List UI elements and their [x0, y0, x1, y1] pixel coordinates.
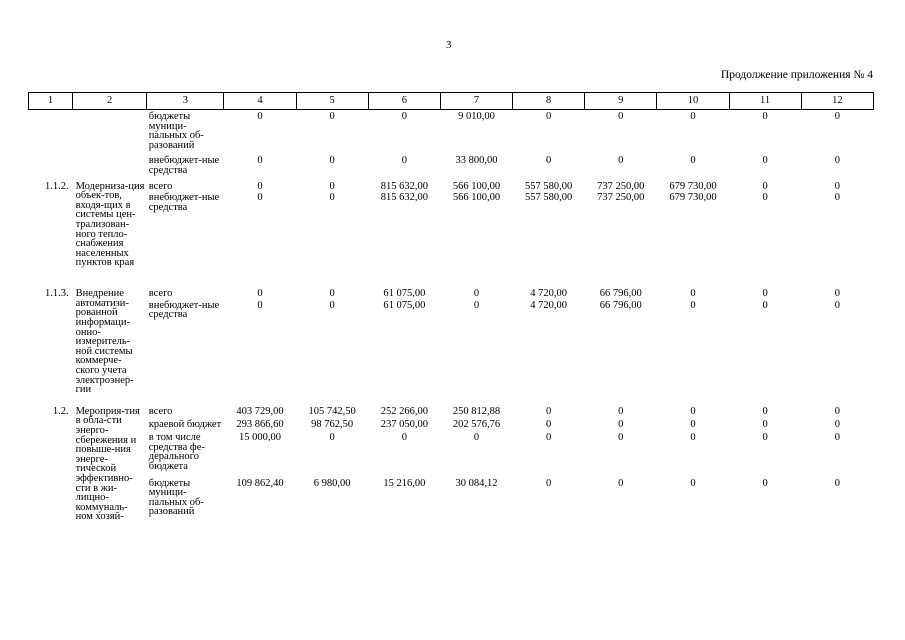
row-value: 30 084,12 [455, 477, 498, 489]
row-value: 0 [329, 192, 335, 204]
row-value: 679 730,00 [669, 180, 717, 192]
row-value: 0 [401, 111, 407, 122]
row-value: 557 580,00 [525, 180, 573, 192]
row-code [29, 150, 73, 175]
row-value: 737 250,00 [597, 180, 645, 192]
row-source: бюджеты муници-пальных об-разований [148, 477, 204, 518]
column-header: 1 [29, 93, 73, 110]
row-value: 0 [473, 288, 480, 300]
row-value: 4 720,00 [530, 288, 568, 300]
row-code: 1.1.2. [44, 180, 69, 192]
row-value: 0 [257, 180, 263, 192]
continuation-label: Продолжение приложения № 4 [720, 69, 873, 81]
row-value: 566 100,00 [452, 192, 501, 204]
table-row [29, 191, 874, 283]
row-value: 0 [762, 180, 768, 192]
row-value: 0 [762, 432, 768, 444]
row-value: 15 216,00 [383, 477, 426, 489]
row-value: 66 796,00 [599, 299, 642, 311]
row-name: Модерниза-ция объек-тов, входя-щих в системы цен-трализован-ного тепло-снабжения населенных пунктов края [75, 180, 145, 269]
row-value: 0 [329, 432, 335, 444]
row-value: 250 812,88 [452, 405, 501, 417]
row-source: в том числе средства фе-дерального бюджета [148, 432, 205, 473]
table-row [29, 176, 874, 192]
row-value: 0 [473, 432, 480, 444]
row-source: всего [148, 288, 173, 300]
row-value: 0 [834, 477, 840, 489]
page-number: 3 [446, 39, 452, 51]
row-value: 0 [329, 299, 335, 311]
row-value: 815 632,00 [380, 192, 428, 204]
header-row [29, 93, 874, 110]
row-value: 4 720,00 [530, 299, 568, 311]
row-value: 0 [618, 419, 624, 431]
row-code: 1.2. [52, 405, 69, 417]
column-header: 10 [657, 93, 729, 110]
row-value: 0 [834, 180, 840, 192]
row-value: 0 [546, 477, 552, 489]
row-value: 0 [762, 288, 768, 300]
row-value: 403 729,00 [236, 405, 284, 417]
row-value: 0 [257, 288, 263, 300]
column-header: 6 [368, 93, 440, 110]
table-row [29, 431, 874, 476]
row-value: 0 [401, 155, 407, 167]
table-row [29, 418, 874, 431]
row-value: 0 [762, 192, 768, 204]
row-value: 237 050,00 [380, 419, 428, 431]
row-value: 98 762,50 [311, 419, 354, 431]
row-value: 0 [329, 288, 335, 300]
row-value: 0 [546, 432, 552, 444]
row-value: 0 [690, 155, 696, 167]
table-row [29, 110, 874, 151]
row-value: 202 576,76 [452, 419, 501, 431]
row-code: 1.1.3. [44, 288, 69, 300]
row-source: внебюджет-ные средства [148, 299, 220, 321]
column-header: 2 [73, 93, 147, 110]
row-value: 0 [690, 405, 696, 417]
table-row [29, 150, 874, 175]
row-value: 0 [257, 111, 263, 122]
row-value: 0 [546, 405, 552, 417]
row-value: 815 632,00 [380, 180, 428, 192]
row-value: 0 [546, 155, 552, 167]
row-value: 0 [257, 192, 263, 204]
row-value: 557 580,00 [525, 192, 573, 204]
row-value: 737 250,00 [597, 192, 645, 204]
row-value: 0 [618, 477, 624, 489]
column-header: 12 [801, 93, 873, 110]
row-value: 0 [329, 111, 335, 122]
row-value: 0 [834, 288, 840, 300]
row-value: 0 [762, 111, 768, 122]
row-value: 15 000,00 [239, 432, 282, 444]
column-header: 7 [440, 93, 512, 110]
row-value: 0 [473, 299, 480, 311]
row-value: 252 266,00 [380, 405, 428, 417]
row-source: внебюджет-ные средства [148, 155, 220, 176]
row-value: 0 [834, 299, 840, 311]
table-row [29, 299, 874, 401]
row-value: 9 010,00 [458, 111, 495, 122]
row-value: 0 [690, 477, 696, 489]
row-value: 0 [618, 111, 624, 122]
row-source: бюджеты муници-пальных об-разований [148, 111, 204, 151]
row-value: 0 [834, 405, 840, 417]
row-value: 0 [618, 432, 624, 444]
row-value: 61 075,00 [383, 288, 426, 300]
row-value: 0 [834, 419, 840, 431]
row-value: 566 100,00 [452, 180, 501, 192]
row-code [29, 110, 73, 151]
row-value: 66 796,00 [599, 288, 642, 300]
row-value: 0 [618, 155, 624, 167]
row-name [73, 110, 147, 151]
row-value: 0 [690, 299, 696, 311]
row-source: краевой бюджет [148, 419, 222, 431]
row-value: 0 [834, 432, 840, 444]
row-value: 679 730,00 [669, 192, 717, 204]
row-source: всего [148, 180, 173, 192]
row-value: 0 [401, 432, 407, 444]
row-value: 0 [762, 155, 768, 167]
row-name: Внедрение автоматизи-рованной информаци-онно-измеритель-ной системы коммерче-ского учета электроэнер-гии [75, 288, 134, 396]
row-value: 0 [257, 155, 263, 167]
row-value: 0 [762, 477, 768, 489]
row-value: 0 [690, 288, 696, 300]
row-value: 109 862,40 [236, 477, 284, 489]
budget-table [28, 92, 874, 522]
column-header: 8 [513, 93, 585, 110]
row-source: всего [148, 405, 173, 417]
row-value: 0 [690, 432, 696, 444]
row-value: 0 [618, 405, 624, 417]
column-header: 3 [147, 93, 224, 110]
row-value: 0 [546, 419, 552, 431]
row-value: 0 [834, 192, 840, 204]
row-value: 0 [690, 111, 696, 122]
column-header: 9 [585, 93, 657, 110]
row-value: 0 [762, 299, 768, 311]
row-value: 105 742,50 [308, 405, 356, 417]
row-name [73, 150, 147, 175]
row-name: Мероприя-тия в обла-сти энерго-сбережения и повыше-ния энерге-тической эффективно-сти в жи-лищно-коммуналь-ном хозяй- [75, 405, 140, 523]
row-value: 33 800,00 [455, 155, 498, 167]
column-header: 5 [296, 93, 368, 110]
row-value: 0 [762, 419, 768, 431]
row-value: 0 [834, 111, 840, 122]
row-value: 0 [762, 405, 768, 417]
table-row [29, 283, 874, 299]
row-value: 6 980,00 [313, 477, 351, 489]
column-header: 4 [224, 93, 296, 110]
row-value: 0 [329, 155, 335, 167]
row-value: 0 [834, 155, 840, 167]
row-source: внебюджет-ные средства [148, 192, 220, 213]
table-row [29, 477, 874, 522]
row-value: 0 [329, 180, 335, 192]
column-header: 11 [729, 93, 801, 110]
row-value: 0 [257, 299, 263, 311]
table-row [29, 401, 874, 418]
row-value: 0 [546, 111, 552, 122]
row-value: 0 [690, 419, 696, 431]
row-value: 293 866,60 [236, 419, 284, 431]
row-value: 61 075,00 [383, 299, 426, 311]
